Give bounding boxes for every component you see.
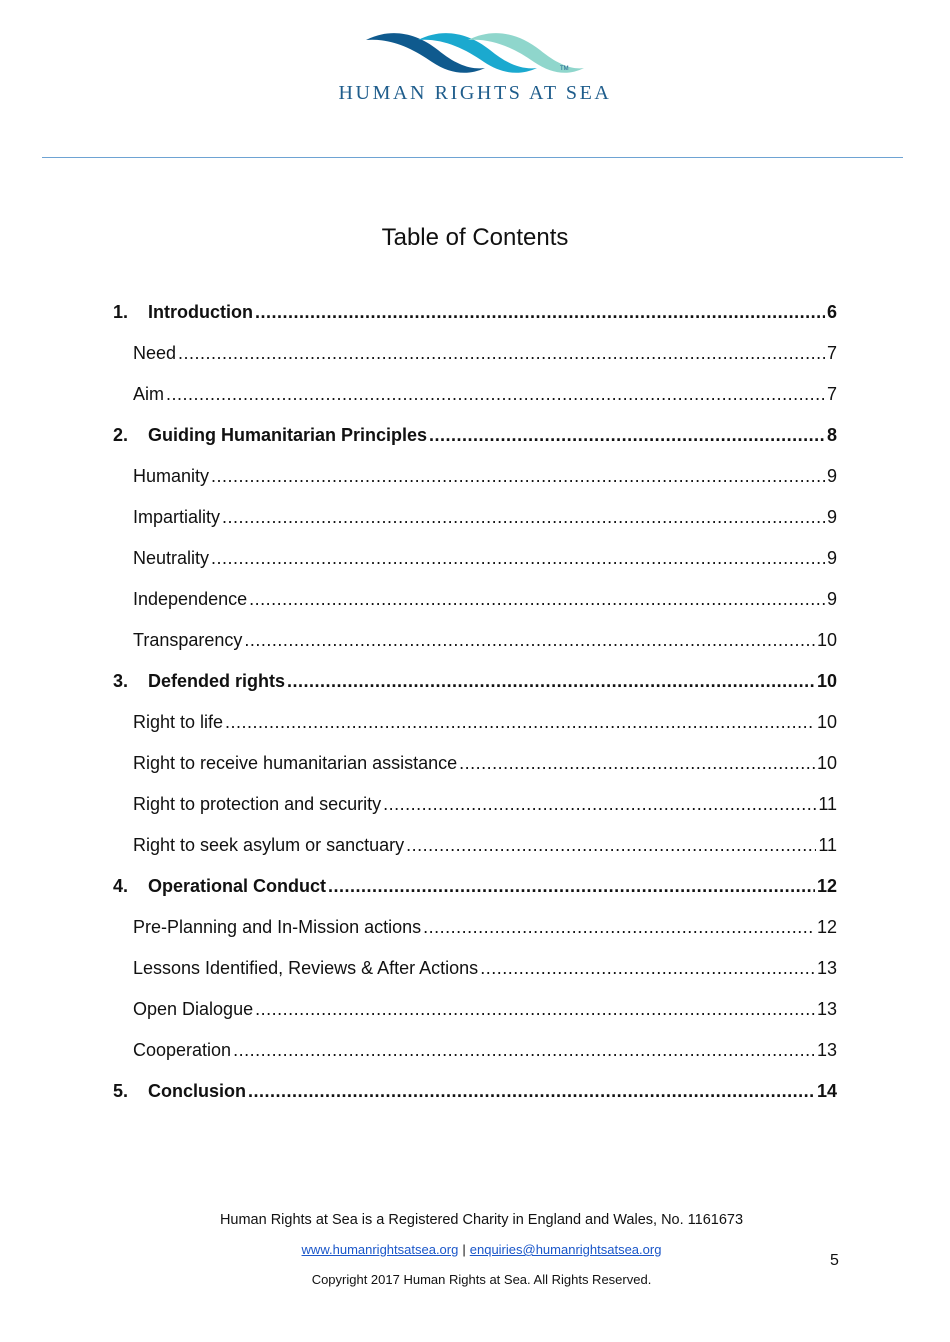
toc-dot-leader <box>211 464 825 488</box>
org-name: HUMAN RIGHTS AT SEA <box>338 82 612 104</box>
toc-entry-number: 5. <box>113 1081 129 1101</box>
toc-entry[interactable] <box>113 546 837 587</box>
toc-entry-label: Pre-Planning and In-Mission actions <box>133 917 422 937</box>
toc-dot-leader <box>287 669 815 693</box>
toc-entry[interactable] <box>113 464 837 505</box>
toc-entry[interactable] <box>113 710 837 751</box>
toc-entry-page: 10 <box>816 712 837 732</box>
toc-dot-leader <box>178 341 825 365</box>
toc-entry-page: 6 <box>826 302 837 322</box>
toc-entry-page: 12 <box>816 876 837 896</box>
toc-entry[interactable] <box>113 1079 837 1120</box>
toc-entry-page: 9 <box>826 507 837 527</box>
toc-entry[interactable] <box>113 1038 837 1079</box>
header-divider <box>42 157 903 158</box>
toc-entry-page: 10 <box>816 753 837 773</box>
toc-entry-label: Aim <box>133 384 164 404</box>
toc-entry-number: 4. <box>113 876 129 896</box>
toc-entry[interactable] <box>113 874 837 915</box>
toc-entry-page: 12 <box>816 917 837 937</box>
toc-dot-leader <box>248 1079 815 1103</box>
toc-dot-leader <box>459 751 815 775</box>
toc-dot-leader <box>166 382 825 406</box>
toc-entry-number: 3. <box>113 671 129 691</box>
toc-entry-label: Introduction <box>148 302 253 322</box>
toc-dot-leader <box>222 505 825 529</box>
toc-entry[interactable] <box>113 587 837 628</box>
toc-entry[interactable] <box>113 505 837 546</box>
toc-dot-leader <box>480 956 815 980</box>
toc-entry-label: Guiding Humanitarian Principles <box>148 425 428 445</box>
toc-entry-page: 7 <box>826 343 837 363</box>
website-link[interactable]: www.humanrightsatsea.org <box>301 1242 459 1257</box>
toc-dot-leader <box>249 587 825 611</box>
toc-entry-label: Right to seek asylum or sanctuary <box>133 835 405 855</box>
footer-links <box>0 1242 950 1272</box>
toc-entry-label: Impartiality <box>133 507 221 527</box>
toc-entry-label: Need <box>133 343 177 363</box>
waves-logo-icon <box>360 28 590 78</box>
toc-entry[interactable] <box>113 628 837 669</box>
toc-entry-label: Conclusion <box>148 1081 246 1101</box>
toc-entry-number: 1. <box>113 302 129 322</box>
toc-entry[interactable] <box>113 792 837 833</box>
email-link[interactable]: enquiries@humanrightsatsea.org <box>469 1242 662 1257</box>
toc-entry-page: 9 <box>826 466 837 486</box>
toc-dot-leader <box>423 915 815 939</box>
toc-entry-label: Humanity <box>133 466 210 486</box>
toc-dot-leader <box>429 423 825 447</box>
toc-dot-leader <box>328 874 815 898</box>
toc-entry-label: Cooperation <box>133 1040 232 1060</box>
toc-dot-leader <box>406 833 816 857</box>
toc-entry-page: 13 <box>816 958 837 978</box>
toc-entry[interactable] <box>113 300 837 341</box>
charity-registration: Human Rights at Sea is a Registered Charity in England and Wales, No. 1161673 <box>219 1212 744 1228</box>
toc-entry[interactable] <box>113 833 837 874</box>
copyright-notice: Copyright 2017 Human Rights at Sea. All Rights Reserved. <box>311 1272 652 1287</box>
toc-entry-label: Right to protection and security <box>133 794 382 814</box>
toc-entry-page: 11 <box>818 835 837 855</box>
toc-dot-leader <box>211 546 825 570</box>
toc-dot-leader <box>233 1038 815 1062</box>
toc-entry-page: 13 <box>816 999 837 1019</box>
toc-entry[interactable] <box>113 423 837 464</box>
toc-entry-page: 13 <box>816 1040 837 1060</box>
link-separator: | <box>462 1242 466 1257</box>
toc-entry-label: Right to receive humanitarian assistance <box>133 753 458 773</box>
toc-entry[interactable] <box>113 669 837 710</box>
toc-entry[interactable] <box>113 341 837 382</box>
toc-entry-label: Transparency <box>133 630 243 650</box>
toc-dot-leader <box>255 300 825 324</box>
page-title: Table of Contents <box>381 224 569 251</box>
toc-entry-label: Right to life <box>133 712 224 732</box>
toc-entry-label: Defended rights <box>148 671 286 691</box>
footer <box>0 1212 950 1287</box>
table-of-contents <box>113 300 837 1120</box>
toc-dot-leader <box>255 997 815 1021</box>
toc-entry-label: Operational Conduct <box>148 876 327 896</box>
toc-entry-page: 9 <box>826 548 837 568</box>
toc-entry[interactable] <box>113 956 837 997</box>
toc-entry-label: Independence <box>133 589 248 609</box>
toc-entry[interactable] <box>113 915 837 956</box>
page-number: 5 <box>830 1252 839 1269</box>
toc-entry-page: 8 <box>826 425 837 445</box>
toc-dot-leader <box>383 792 816 816</box>
toc-entry-page: 10 <box>816 671 837 691</box>
header-logo <box>0 28 950 105</box>
toc-entry-label: Lessons Identified, Reviews & After Actions <box>133 958 479 978</box>
toc-entry-label: Open Dialogue <box>133 999 254 1019</box>
toc-entry-page: 7 <box>826 384 837 404</box>
toc-entry[interactable] <box>113 751 837 792</box>
toc-entry-page: 9 <box>826 589 837 609</box>
trademark-mark: TM <box>560 66 569 72</box>
toc-dot-leader <box>244 628 815 652</box>
toc-entry-number: 2. <box>113 425 129 445</box>
toc-entry-page: 11 <box>818 794 837 814</box>
toc-entry-page: 10 <box>816 630 837 650</box>
toc-entry[interactable] <box>113 997 837 1038</box>
toc-dot-leader <box>225 710 815 734</box>
toc-entry[interactable] <box>113 382 837 423</box>
toc-entry-label: Neutrality <box>133 548 210 568</box>
toc-entry-page: 14 <box>816 1081 837 1101</box>
